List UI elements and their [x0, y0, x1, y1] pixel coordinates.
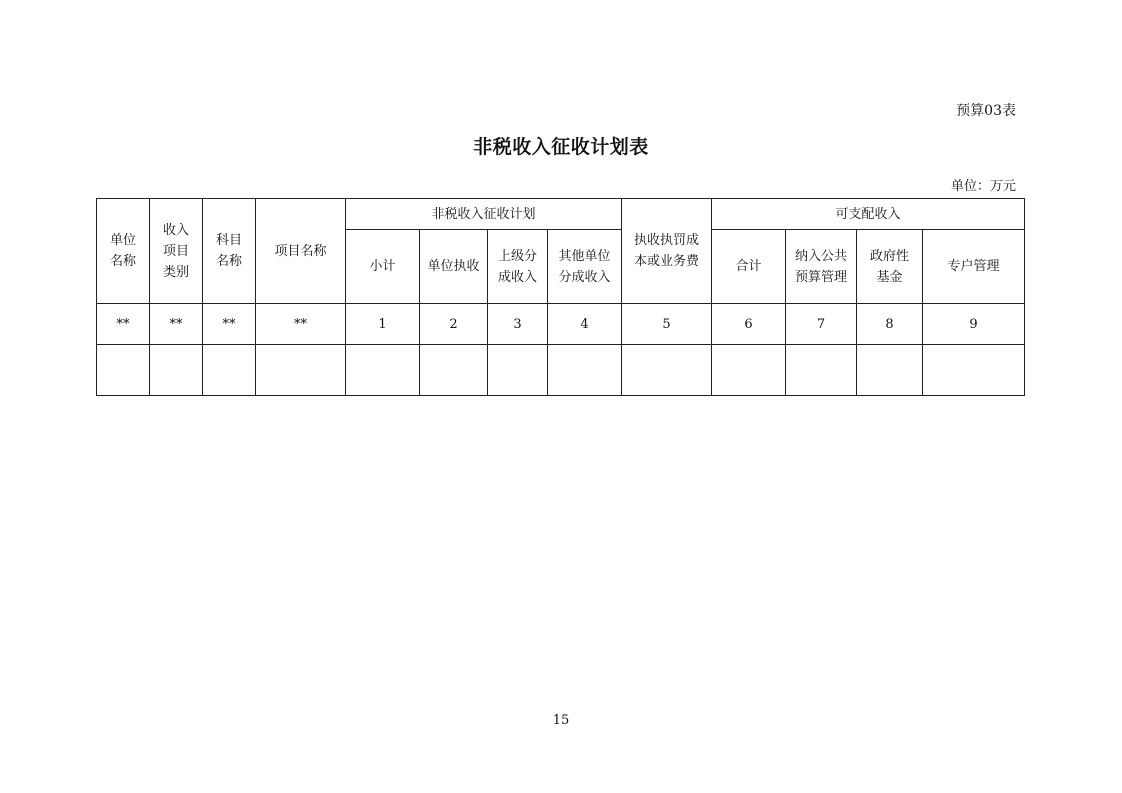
- data-cell: [712, 345, 786, 396]
- form-code: 预算03表: [956, 103, 1016, 119]
- index-cell: 6: [712, 304, 786, 345]
- data-cell: [346, 345, 420, 396]
- data-cell: [203, 345, 256, 396]
- data-cell: [923, 345, 1025, 396]
- col-other-unit-share: 其他单位分成收入: [548, 230, 622, 304]
- data-row: [97, 345, 1025, 396]
- col-income-category: 收入项目类别: [150, 199, 203, 304]
- data-cell: [622, 345, 712, 396]
- data-cell: [97, 345, 150, 396]
- index-row: [97, 304, 1025, 345]
- page-title: 非税收入征收计划表: [473, 136, 649, 158]
- unit-label: 单位：万元: [950, 179, 1016, 194]
- index-cell: 4: [548, 304, 622, 345]
- index-cell: 9: [923, 304, 1025, 345]
- col-project-name: 项目名称: [256, 199, 346, 304]
- index-cell: 5: [622, 304, 712, 345]
- index-cell: **: [203, 304, 256, 345]
- data-cell: [256, 345, 346, 396]
- col-group-disposable: 可支配收入: [712, 199, 1025, 230]
- data-cell: [420, 345, 488, 396]
- data-cell: [857, 345, 923, 396]
- index-cell: 2: [420, 304, 488, 345]
- col-public-budget: 纳入公共预算管理: [786, 230, 857, 304]
- col-gov-fund: 政府性基金: [857, 230, 923, 304]
- data-cell: [786, 345, 857, 396]
- index-cell: 1: [346, 304, 420, 345]
- index-cell: 8: [857, 304, 923, 345]
- header-row-group: [97, 199, 1025, 230]
- data-cell: [488, 345, 548, 396]
- index-cell: **: [97, 304, 150, 345]
- col-group-plan: 非税收入征收计划: [346, 199, 622, 230]
- income-plan-table: [96, 198, 1025, 396]
- col-subtotal: 小计: [346, 230, 420, 304]
- col-special-account: 专户管理: [923, 230, 1025, 304]
- index-cell: **: [256, 304, 346, 345]
- col-total: 合计: [712, 230, 786, 304]
- col-enforcement-cost: 执收执罚成本或业务费: [622, 199, 712, 304]
- index-cell: 7: [786, 304, 857, 345]
- col-unit-name: 单位名称: [97, 199, 150, 304]
- data-cell: [150, 345, 203, 396]
- page-number: 15: [552, 713, 570, 728]
- col-subject-name: 科目名称: [203, 199, 256, 304]
- col-unit-collect: 单位执收: [420, 230, 488, 304]
- index-cell: **: [150, 304, 203, 345]
- data-cell: [548, 345, 622, 396]
- col-superior-share: 上级分成收入: [488, 230, 548, 304]
- index-cell: 3: [488, 304, 548, 345]
